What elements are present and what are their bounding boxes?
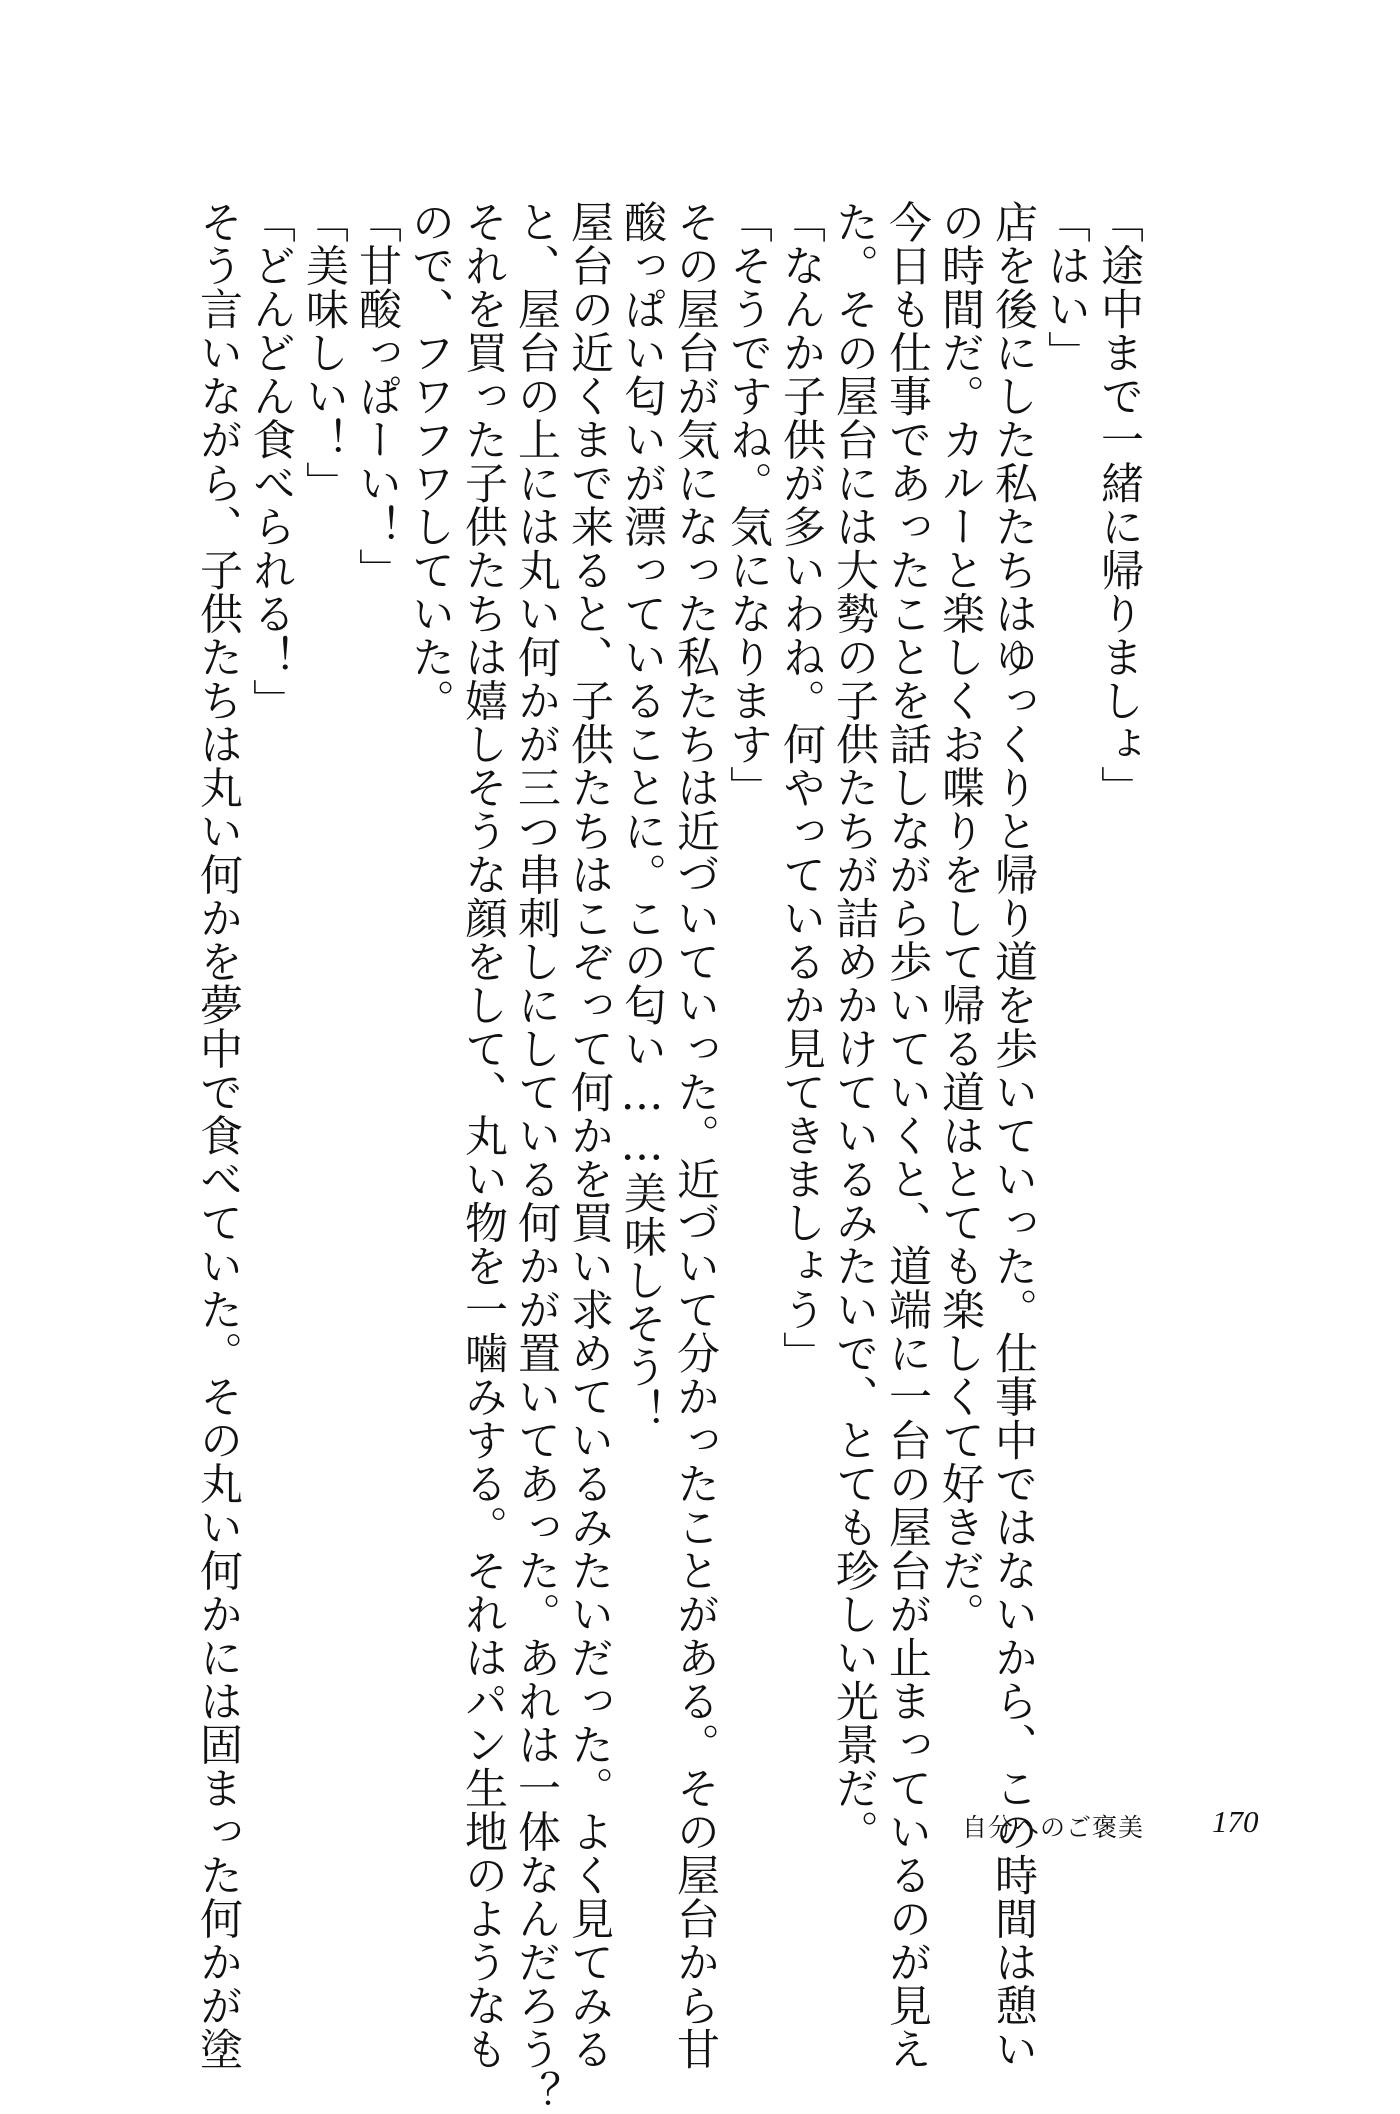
text-line-9: その屋台が気になった私たちは近づいていった。近づいて分かったことがある。その屋台から甘 [670, 200, 720, 2071]
text-line-17: 「どんどん食べられる！」 [246, 200, 296, 722]
page-number: 170 [1212, 1804, 1259, 1839]
text-line-1: 「途中まで一緒に帰りましょ」 [1094, 200, 1144, 809]
page-footer [0, 1804, 1400, 1854]
text-line-6: た。その屋台には大勢の子供たちが詰めかけているみたいで、とても珍しい光景だ。 [829, 200, 879, 1853]
text-line-2: 「はい」 [1041, 200, 1091, 374]
text-line-14: ので、フワフワしていた。 [405, 200, 455, 722]
text-line-15: 「甘酸っぱーい！」 [352, 200, 402, 592]
text-line-13: それを買った子供たちは嬉しそうな顔をして、丸い物を一噛みする。それはパン生地のようなも [458, 200, 508, 2071]
text-line-8: 「そうですね。気になります」 [723, 200, 773, 809]
running-chapter-title: 自分へのご褒美 [962, 1813, 1145, 1842]
text-line-11: 屋台の近くまで来ると、子供たちはこぞって何かを買い求めているみたいだった。よく見てみる [564, 200, 614, 2071]
text-line-4: の時間だ。カルーと楽しくお喋りをして帰る道はとても楽しくて好きだ。 [935, 200, 985, 1636]
text-line-5: 今日も仕事であったことを話しながら歩いていくと、道端に一台の屋台が止まっているのが見え [882, 200, 932, 2071]
text-line-12: と、屋台の上には丸い何かが三つ串刺しにしている何かが置いてあった。あれは一体なんだろう？ [511, 200, 561, 2114]
text-line-10: 酸っぱい匂いが漂っていることに。この匂い……美味しそう！ [617, 200, 667, 1432]
text-line-18: そう言いながら、子供たちは丸い何かを夢中で食べていた。その丸い何かには固まった何かが塗 [193, 200, 243, 2071]
text-line-7: 「なんか子供が多いわね。何やっているか見てきましょう」 [776, 200, 826, 1375]
text-line-16: 「美味しい！」 [299, 200, 349, 505]
text-line-3: 店を後にした私たちはゆっくりと帰り道を歩いていった。仕事中ではないから、この時間は憩い [988, 200, 1038, 2071]
